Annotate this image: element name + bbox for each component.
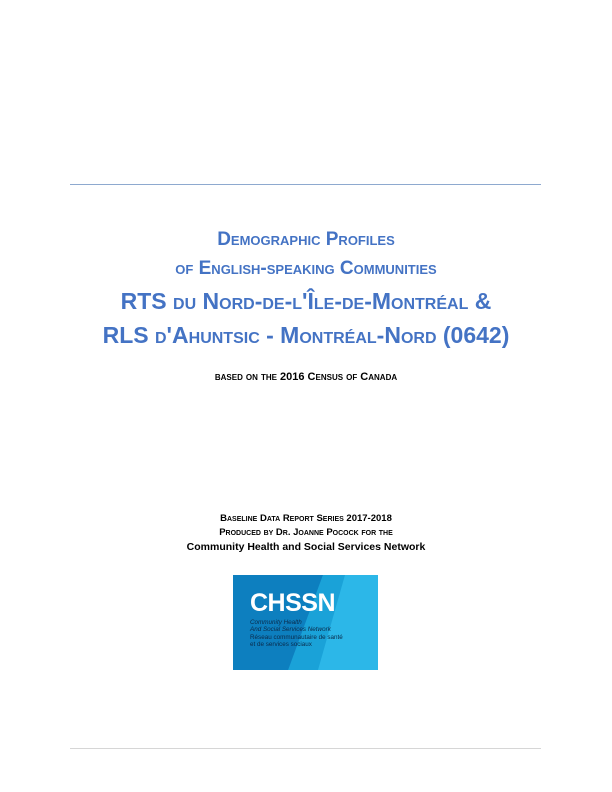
logo-en-line-1: Community Health — [250, 619, 302, 626]
report-subtitle: based on the 2016 Census of Canada — [214, 371, 398, 383]
logo-fr-line-2: et de services sociaux — [250, 640, 312, 648]
logo-fr-line-1: Réseau communautaire de santé — [250, 633, 343, 641]
title-line-4: RLS d'Ahuntsic - Montréal-Nord (0642) — [102, 322, 510, 348]
title-line-3: RTS du Nord-de-l'Île-de-Montréal & — [120, 288, 492, 314]
logo-wordmark: CHSSN — [250, 589, 336, 617]
series-info — [0, 512, 612, 555]
producer-credit: Produced by Dr. Joanne Pocock for the — [219, 527, 393, 538]
logo-tagline — [250, 619, 343, 648]
chssn-logo — [233, 575, 378, 670]
top-divider — [70, 184, 541, 185]
series-name: Baseline Data Report Series 2017-2018 — [220, 513, 392, 524]
logo-en-line-2: And Social Services Network — [250, 626, 331, 634]
report-title — [0, 226, 612, 352]
title-line-2: of English-speaking Communities — [175, 258, 437, 279]
title-line-1: Demographic Profiles — [217, 229, 395, 250]
bottom-divider — [70, 748, 541, 749]
network-name: Community Health and Social Services Network — [186, 541, 426, 553]
